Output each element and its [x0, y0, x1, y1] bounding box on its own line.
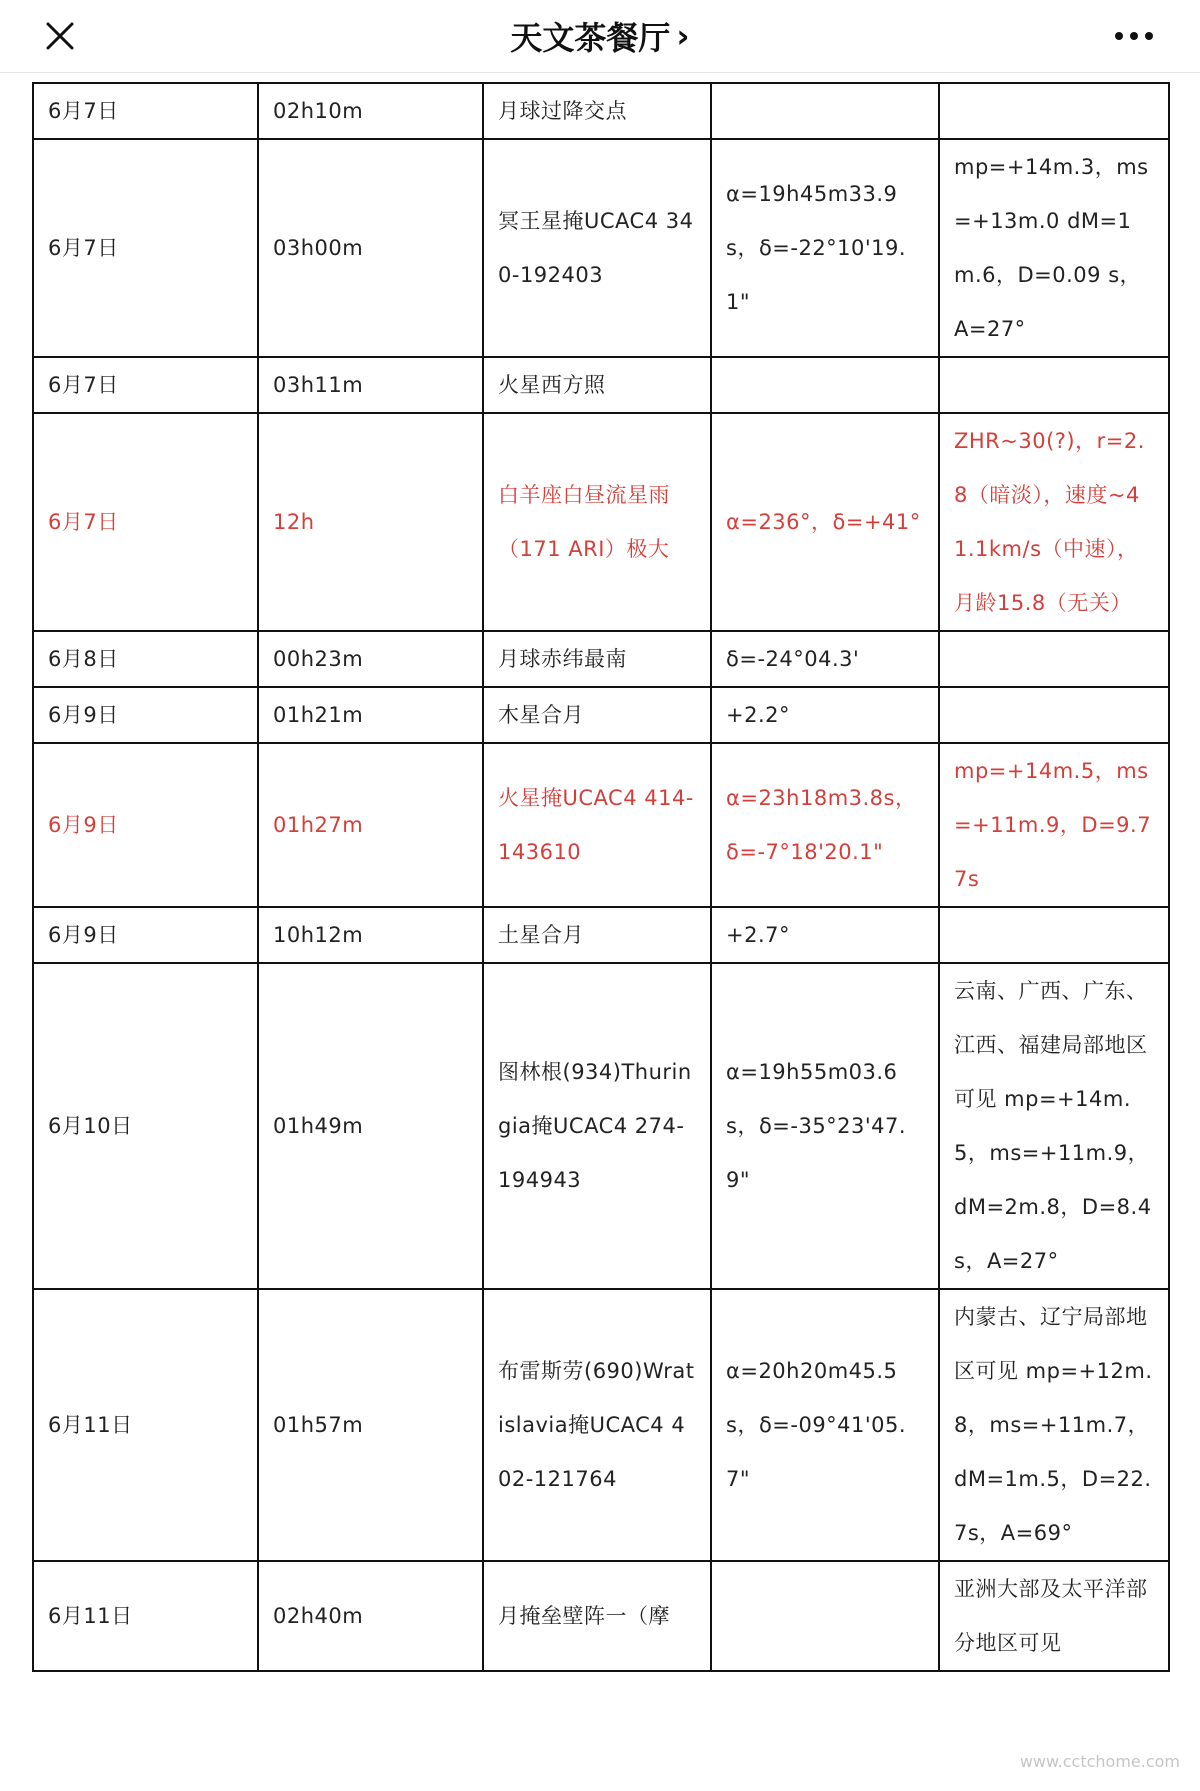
notes-cell [939, 631, 1169, 687]
date-cell: 6月9日 [33, 743, 258, 907]
date-cell: 6月7日 [33, 357, 258, 413]
position-cell [711, 83, 939, 139]
top-bar [0, 0, 1200, 73]
date-cell: 6月7日 [33, 413, 258, 631]
date-cell: 6月11日 [33, 1561, 258, 1671]
event-cell: 土星合月 [483, 907, 711, 963]
table-row [33, 357, 1169, 413]
date-cell: 6月9日 [33, 687, 258, 743]
notes-cell: mp=+14m.3，ms=+13m.0 dM=1m.6，D=0.09 s，A=27° [939, 139, 1169, 357]
date-cell: 6月10日 [33, 963, 258, 1289]
table-row [33, 631, 1169, 687]
more-dots-icon [1114, 31, 1154, 41]
position-cell [711, 1561, 939, 1671]
notes-cell: 内蒙古、辽宁局部地区可见 mp=+12m.8，ms=+11m.7，dM=1m.5，D=22.7s，A=69° [939, 1289, 1169, 1561]
time-cell: 01h57m [258, 1289, 483, 1561]
event-cell: 火星西方照 [483, 357, 711, 413]
position-cell: α=19h55m03.6s，δ=-35°23'47.9" [711, 963, 939, 1289]
table-row [33, 139, 1169, 357]
chevron-right-icon: › [676, 17, 690, 55]
event-cell: 月球过降交点 [483, 83, 711, 139]
time-cell: 00h23m [258, 631, 483, 687]
time-cell: 03h11m [258, 357, 483, 413]
article-content[interactable] [0, 72, 1200, 1791]
table-row [33, 413, 1169, 631]
table-row [33, 687, 1169, 743]
notes-cell [939, 357, 1169, 413]
date-cell: 6月7日 [33, 139, 258, 357]
date-cell: 6月9日 [33, 907, 258, 963]
position-cell: α=19h45m33.9s，δ=-22°10'19.1" [711, 139, 939, 357]
position-cell: α=236°，δ=+41° [711, 413, 939, 631]
notes-cell: 亚洲大部及太平洋部分地区可见 [939, 1561, 1169, 1671]
notes-cell: mp=+14m.5，ms=+11m.9，D=9.77s [939, 743, 1169, 907]
date-cell: 6月7日 [33, 83, 258, 139]
event-cell: 图林根(934)Thuringia掩UCAC4 274-194943 [483, 963, 711, 1289]
date-cell: 6月11日 [33, 1289, 258, 1561]
notes-cell: ZHR~30(?)，r=2.8（暗淡），速度~41.1km/s（中速），月龄15.8（无关） [939, 413, 1169, 631]
astronomy-events-table [32, 82, 1170, 1672]
notes-cell [939, 83, 1169, 139]
table-row [33, 963, 1169, 1289]
position-cell: α=20h20m45.5s，δ=-09°41'05.7" [711, 1289, 939, 1561]
more-options-button[interactable] [1104, 16, 1164, 56]
event-cell: 冥王星掩UCAC4 340-192403 [483, 139, 711, 357]
time-cell: 01h49m [258, 963, 483, 1289]
time-cell: 03h00m [258, 139, 483, 357]
time-cell: 01h27m [258, 743, 483, 907]
event-cell: 木星合月 [483, 687, 711, 743]
time-cell: 12h [258, 413, 483, 631]
position-cell: +2.2° [711, 687, 939, 743]
watermark: www.cctchome.com [1019, 1752, 1180, 1771]
table-row [33, 83, 1169, 139]
event-cell: 布雷斯劳(690)Wratislavia掩UCAC4 402-121764 [483, 1289, 711, 1561]
table-row [33, 1289, 1169, 1561]
time-cell: 01h21m [258, 687, 483, 743]
event-cell: 月掩垒壁阵一（摩 [483, 1561, 711, 1671]
table-row [33, 1561, 1169, 1671]
time-cell: 10h12m [258, 907, 483, 963]
page-title-text: 天文茶餐厅 [510, 19, 671, 57]
date-cell: 6月8日 [33, 631, 258, 687]
table-row [33, 907, 1169, 963]
position-cell: +2.7° [711, 907, 939, 963]
notes-cell [939, 907, 1169, 963]
position-cell [711, 357, 939, 413]
notes-cell [939, 687, 1169, 743]
page-title[interactable] [0, 0, 1200, 72]
event-cell: 月球赤纬最南 [483, 631, 711, 687]
position-cell: δ=-24°04.3' [711, 631, 939, 687]
notes-cell: 云南、广西、广东、江西、福建局部地区可见 mp=+14m.5，ms=+11m.9，dM=2m.8，D=8.4s，A=27° [939, 963, 1169, 1289]
time-cell: 02h10m [258, 83, 483, 139]
time-cell: 02h40m [258, 1561, 483, 1671]
position-cell: α=23h18m3.8s，δ=-7°18'20.1" [711, 743, 939, 907]
table-row [33, 743, 1169, 907]
event-cell: 白羊座白昼流星雨（171 ARI）极大 [483, 413, 711, 631]
event-cell: 火星掩UCAC4 414-143610 [483, 743, 711, 907]
